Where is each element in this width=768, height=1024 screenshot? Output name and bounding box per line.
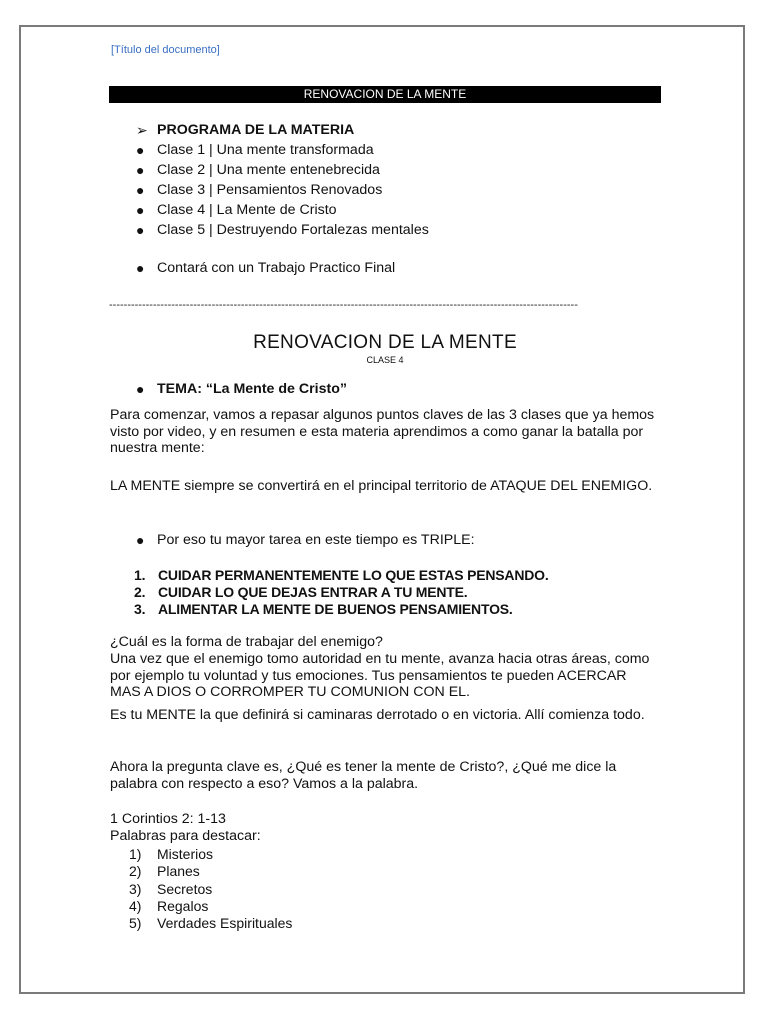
document-page: [19, 25, 745, 994]
arrow-bullet-icon: ➢: [136, 122, 148, 138]
bullet-icon: ●: [136, 381, 145, 397]
header-bar-title: RENOVACION DE LA MENTE: [109, 86, 661, 103]
list-item: ● Por eso tu mayor tarea en este tiempo es TRIPLE:: [136, 532, 475, 548]
tema-item: ● TEMA: “La Mente de Cristo”: [136, 381, 347, 397]
words-intro: Palabras para destacar:: [110, 828, 261, 844]
separator-line: --------------------------------------------------------------------------------------------------------------------------------: [109, 299, 578, 311]
enemy-question: ¿Cuál es la forma de trabajar del enemigo?: [110, 634, 383, 650]
key-question-paragraph: Ahora la pregunta clave es, ¿Qué es tener la mente de Cristo?, ¿Qué me dice la palabra con respecto a eso? Vamos a la palabra.: [110, 759, 617, 792]
bullet-icon: ●: [136, 162, 145, 178]
list-item: ● Clase 2 | Una mente entenebrecida: [136, 162, 380, 178]
mind-victory-paragraph: Es tu MENTE la que definirá si caminaras derrotado o en victoria. Allí comienza todo.: [110, 707, 645, 723]
tema-list: [136, 379, 656, 399]
section-title: RENOVACION DE LA MENTE: [253, 332, 517, 353]
document-title-placeholder[interactable]: [Título del documento]: [111, 44, 220, 56]
words-list: [129, 846, 292, 932]
list-item: ● Contará con un Trabajo Practico Final: [136, 260, 396, 276]
bible-reference: 1 Corintios 2: 1-13: [110, 811, 226, 827]
list-item: ● Clase 5 | Destruyendo Fortalezas mentales: [136, 222, 429, 238]
list-item: 5) Verdades Espirituales: [129, 915, 293, 932]
bullet-icon: ●: [136, 532, 145, 548]
list-item: ● Clase 1 | Una mente transformada: [136, 142, 374, 158]
enemy-paragraph: Una vez que el enemigo tomo autoridad en tu mente, avanza hacia otras áreas, como por ejemplo tu voluntad y tus emociones. Tus pensamientos te pueden ACERCAR MAS A DIOS O CORROMPER TU COMUNION CON EL.: [110, 651, 650, 700]
bullet-icon: ●: [136, 202, 145, 218]
bullet-icon: ●: [136, 182, 145, 198]
list-item: 1) Misterios: [129, 846, 214, 862]
programa-list: [136, 120, 656, 240]
final-work-list: [136, 258, 656, 278]
list-item: 2. CUIDAR LO QUE DEJAS ENTRAR A TU MENTE.: [134, 584, 468, 600]
section-subtitle: CLASE 4: [366, 355, 404, 365]
triple-numbered-list: [110, 567, 660, 618]
list-item: ● Clase 3 | Pensamientos Renovados: [136, 182, 383, 198]
list-item: 2) Planes: [129, 863, 200, 880]
list-item: ● Clase 4 | La Mente de Cristo: [136, 202, 337, 218]
triple-list: [136, 530, 656, 550]
bullet-icon: ●: [136, 222, 145, 238]
list-item: 3) Secretos: [129, 880, 213, 897]
mind-paragraph: LA MENTE siempre se convertirá en el principal territorio de ATAQUE DEL ENEMIGO.: [110, 478, 653, 494]
list-item: 4) Regalos: [129, 897, 209, 914]
list-item: 1. CUIDAR PERMANENTEMENTE LO QUE ESTAS PENSANDO.: [134, 567, 549, 583]
programa-heading: ➢ PROGRAMA DE LA MATERIA: [136, 122, 355, 138]
bullet-icon: ●: [136, 260, 145, 276]
intro-paragraph: Para comenzar, vamos a repasar algunos puntos claves de las 3 clases que ya hemos visto por video, y en resumen e esta materia aprendimos a como ganar la batalla por nuestra mente:: [110, 407, 655, 456]
list-item: 3. ALIMENTAR LA MENTE DE BUENOS PENSAMIENTOS.: [134, 601, 513, 617]
bullet-icon: ●: [136, 142, 145, 158]
